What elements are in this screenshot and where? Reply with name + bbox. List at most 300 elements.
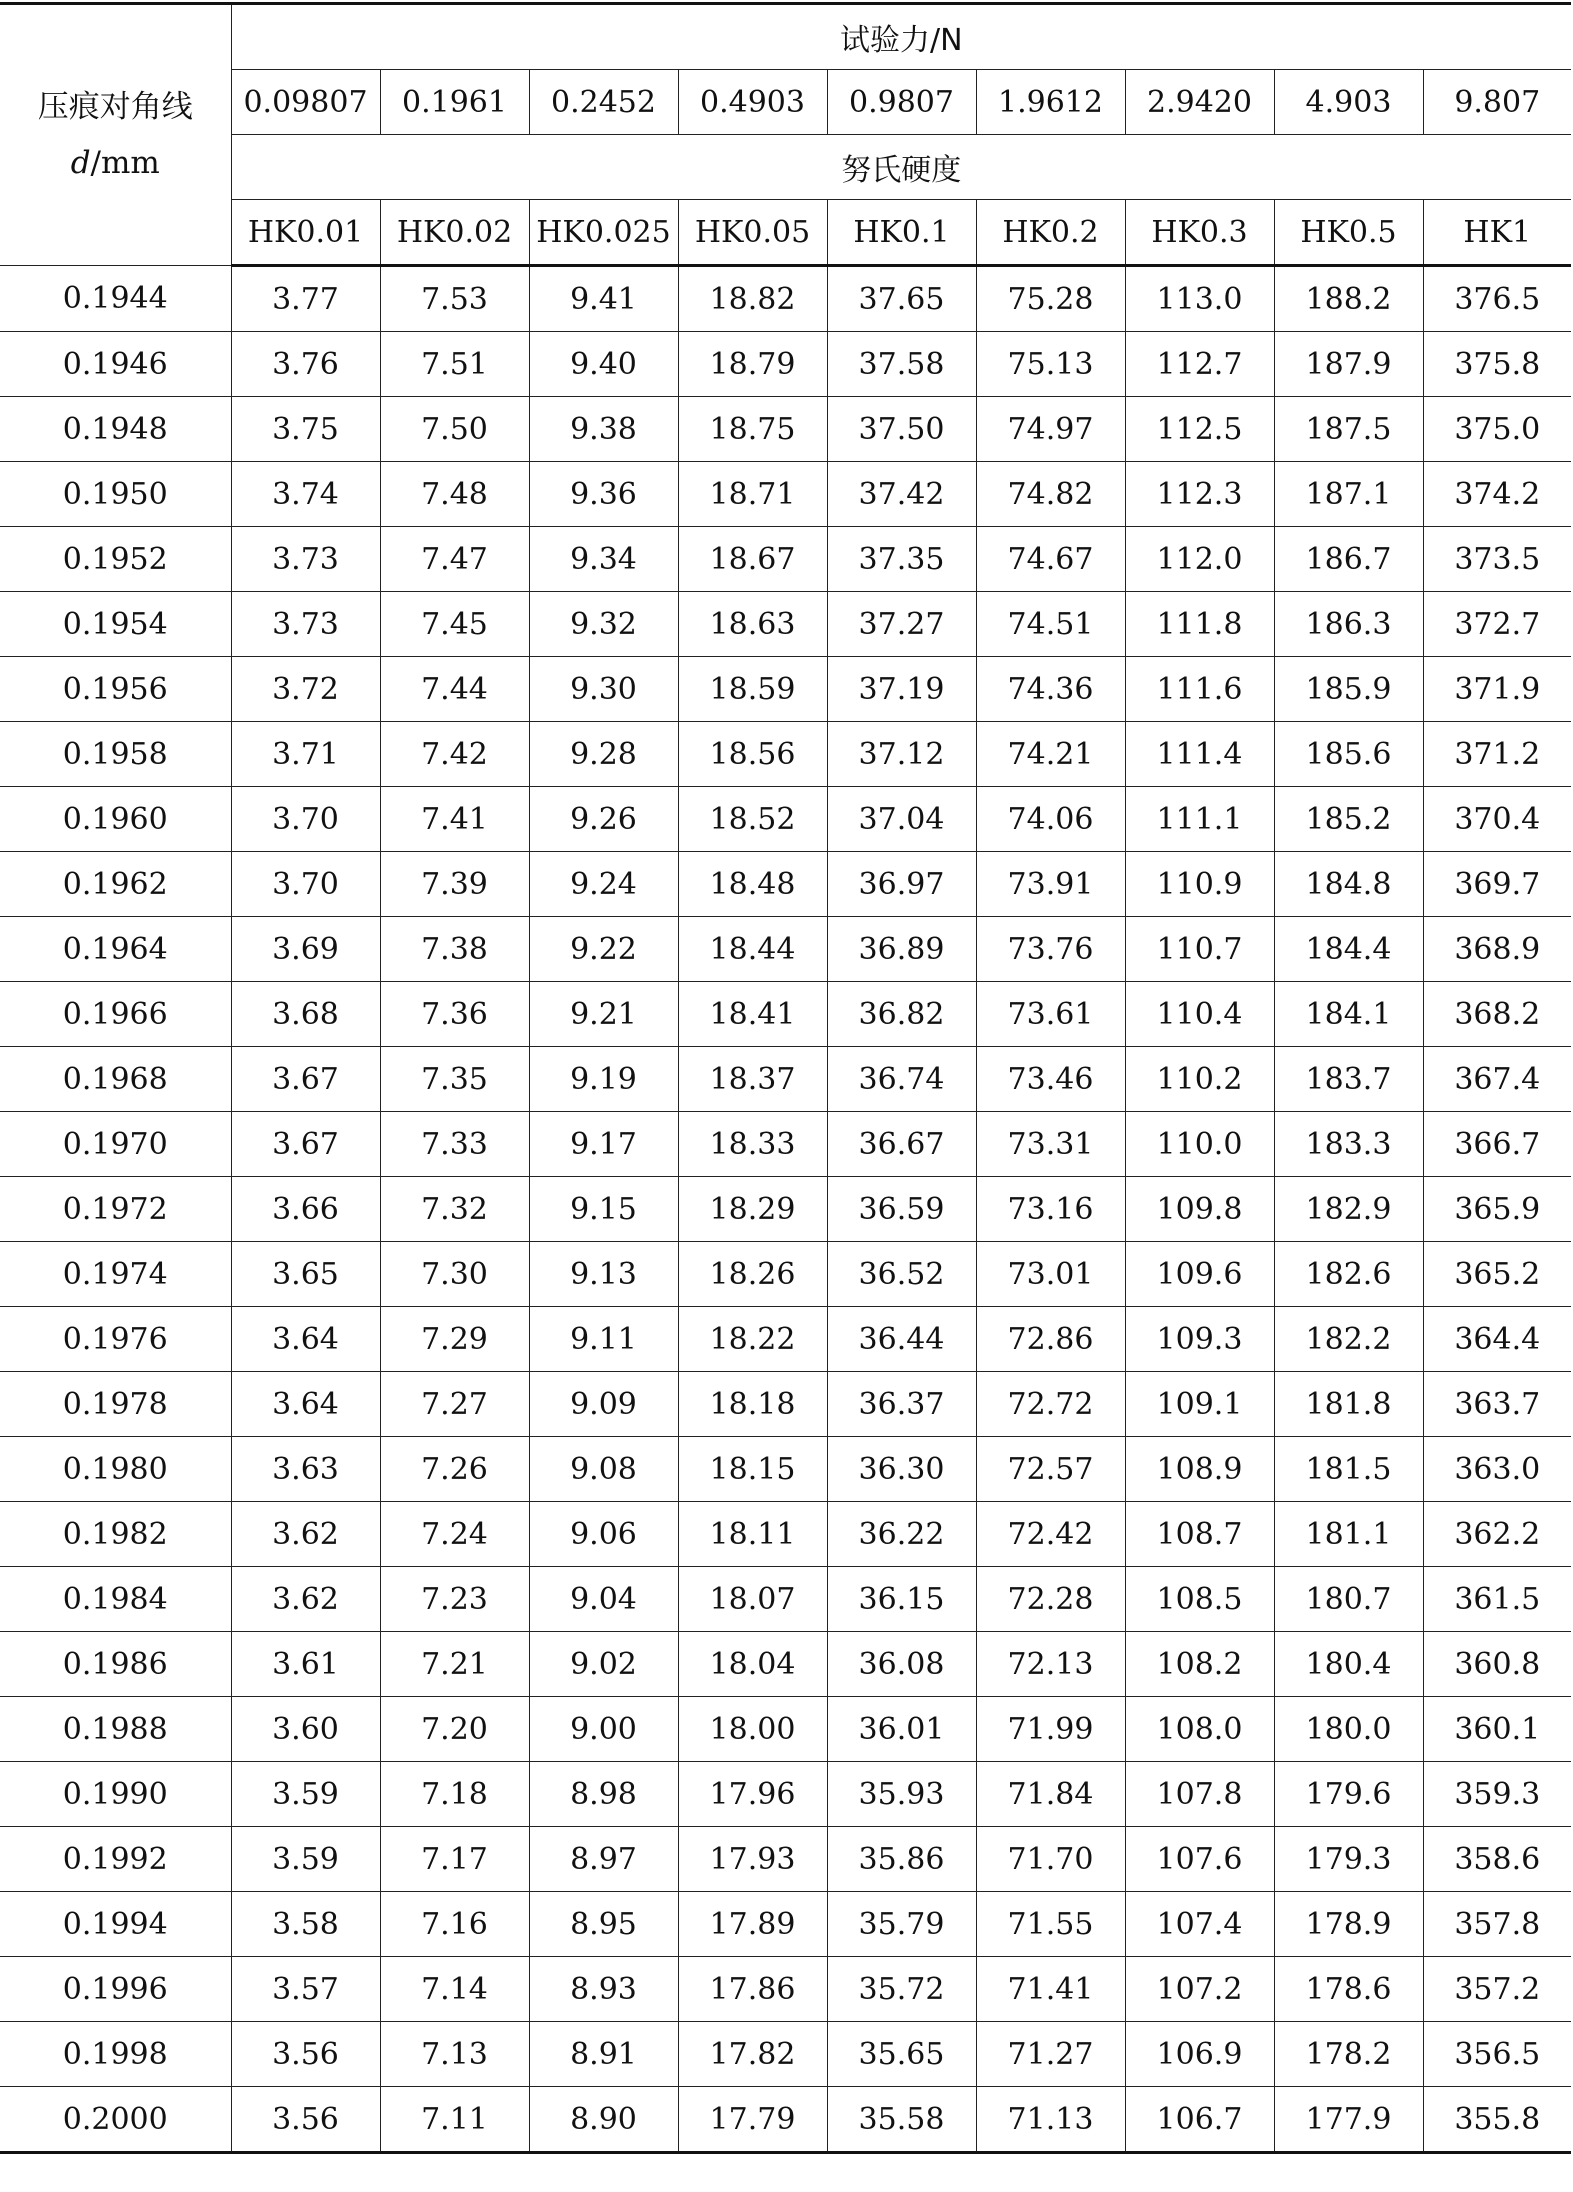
hardness-value-cell: 72.42 (976, 1502, 1125, 1567)
hardness-value-cell: 7.24 (380, 1502, 529, 1567)
hardness-value-cell: 36.74 (827, 1047, 976, 1112)
diagonal-cell: 0.1952 (0, 527, 231, 592)
hardness-value-cell: 110.7 (1125, 917, 1274, 982)
hardness-value-cell: 3.73 (231, 527, 380, 592)
hardness-value-cell: 110.9 (1125, 852, 1274, 917)
diagonal-cell: 0.1984 (0, 1567, 231, 1632)
hardness-value-cell: 18.44 (678, 917, 827, 982)
hardness-value-cell: 73.61 (976, 982, 1125, 1047)
hardness-value-cell: 3.59 (231, 1827, 380, 1892)
table-row (0, 332, 1571, 397)
hardness-value-cell: 36.37 (827, 1372, 976, 1437)
hardness-value-cell: 3.74 (231, 462, 380, 527)
hardness-value-cell: 109.6 (1125, 1242, 1274, 1307)
hardness-value-cell: 110.4 (1125, 982, 1274, 1047)
hardness-value-cell: 3.64 (231, 1372, 380, 1437)
hardness-value-cell: 3.70 (231, 852, 380, 917)
diagonal-cell: 0.1970 (0, 1112, 231, 1177)
force-header-cell: 0.4903 (678, 70, 827, 135)
hardness-value-cell: 71.41 (976, 1957, 1125, 2022)
hardness-value-cell: 182.2 (1274, 1307, 1423, 1372)
hardness-value-cell: 179.6 (1274, 1762, 1423, 1827)
scale-header-cell: HK0.05 (678, 200, 827, 266)
hardness-value-cell: 36.22 (827, 1502, 976, 1567)
hardness-value-cell: 183.3 (1274, 1112, 1423, 1177)
hardness-value-cell: 7.48 (380, 462, 529, 527)
hardness-value-cell: 9.19 (529, 1047, 678, 1112)
hardness-value-cell: 18.33 (678, 1112, 827, 1177)
hardness-value-cell: 73.46 (976, 1047, 1125, 1112)
corner-label: 压痕对角线 (37, 89, 193, 125)
hardness-value-cell: 37.12 (827, 722, 976, 787)
diagonal-cell: 0.1950 (0, 462, 231, 527)
hardness-value-cell: 36.08 (827, 1632, 976, 1697)
hardness-value-cell: 9.30 (529, 657, 678, 722)
hardness-value-cell: 36.97 (827, 852, 976, 917)
hardness-value-cell: 360.1 (1423, 1697, 1571, 1762)
hardness-value-cell: 73.16 (976, 1177, 1125, 1242)
hardness-value-cell: 37.50 (827, 397, 976, 462)
hardness-value-cell: 9.24 (529, 852, 678, 917)
hardness-value-cell: 71.13 (976, 2087, 1125, 2153)
header-row-scales (0, 200, 1571, 266)
hardness-value-cell: 7.23 (380, 1567, 529, 1632)
diagonal-cell: 0.1974 (0, 1242, 231, 1307)
hardness-value-cell: 112.5 (1125, 397, 1274, 462)
hardness-value-cell: 113.0 (1125, 266, 1274, 332)
hardness-value-cell: 7.27 (380, 1372, 529, 1437)
hardness-value-cell: 3.62 (231, 1502, 380, 1567)
hardness-value-cell: 367.4 (1423, 1047, 1571, 1112)
hardness-value-cell: 108.9 (1125, 1437, 1274, 1502)
hardness-value-cell: 9.21 (529, 982, 678, 1047)
force-header-cell: 0.2452 (529, 70, 678, 135)
hardness-value-cell: 37.27 (827, 592, 976, 657)
hardness-value-cell: 7.32 (380, 1177, 529, 1242)
hardness-value-cell: 7.14 (380, 1957, 529, 2022)
hardness-value-cell: 18.37 (678, 1047, 827, 1112)
hardness-value-cell: 106.7 (1125, 2087, 1274, 2153)
hardness-value-cell: 8.93 (529, 1957, 678, 2022)
hardness-value-cell: 363.7 (1423, 1372, 1571, 1437)
hardness-value-cell: 9.32 (529, 592, 678, 657)
scale-header-cell: HK0.01 (231, 200, 380, 266)
table-row (0, 1892, 1571, 1957)
hardness-value-cell: 371.9 (1423, 657, 1571, 722)
hardness-value-cell: 37.65 (827, 266, 976, 332)
hardness-value-cell: 35.93 (827, 1762, 976, 1827)
hardness-value-cell: 112.7 (1125, 332, 1274, 397)
hardness-value-cell: 9.00 (529, 1697, 678, 1762)
hardness-value-cell: 36.01 (827, 1697, 976, 1762)
force-header-cell: 1.9612 (976, 70, 1125, 135)
hardness-value-cell: 73.01 (976, 1242, 1125, 1307)
corner-unit-text: /mm (90, 145, 160, 181)
hardness-value-cell: 9.06 (529, 1502, 678, 1567)
hardness-value-cell: 18.00 (678, 1697, 827, 1762)
table-row (0, 1502, 1571, 1567)
hardness-value-cell: 370.4 (1423, 787, 1571, 852)
hardness-value-cell: 37.19 (827, 657, 976, 722)
hardness-value-cell: 376.5 (1423, 266, 1571, 332)
hardness-value-cell: 9.40 (529, 332, 678, 397)
table-row (0, 527, 1571, 592)
hardness-value-cell: 3.59 (231, 1762, 380, 1827)
hardness-value-cell: 35.58 (827, 2087, 976, 2153)
hardness-value-cell: 7.47 (380, 527, 529, 592)
hardness-value-cell: 74.06 (976, 787, 1125, 852)
hardness-value-cell: 178.2 (1274, 2022, 1423, 2087)
hardness-value-cell: 7.50 (380, 397, 529, 462)
hardness-value-cell: 7.39 (380, 852, 529, 917)
hardness-value-cell: 18.11 (678, 1502, 827, 1567)
hardness-value-cell: 180.0 (1274, 1697, 1423, 1762)
hardness-value-cell: 177.9 (1274, 2087, 1423, 2153)
hardness-value-cell: 371.2 (1423, 722, 1571, 787)
hardness-value-cell: 107.4 (1125, 1892, 1274, 1957)
hardness-value-cell: 3.63 (231, 1437, 380, 1502)
hardness-value-cell: 8.97 (529, 1827, 678, 1892)
hardness-value-cell: 184.1 (1274, 982, 1423, 1047)
hardness-value-cell: 18.29 (678, 1177, 827, 1242)
hardness-value-cell: 9.02 (529, 1632, 678, 1697)
hardness-value-cell: 7.30 (380, 1242, 529, 1307)
hardness-value-cell: 37.58 (827, 332, 976, 397)
diagonal-cell: 0.1964 (0, 917, 231, 982)
hardness-value-cell: 109.3 (1125, 1307, 1274, 1372)
diagonal-cell: 0.1992 (0, 1827, 231, 1892)
hardness-value-cell: 35.65 (827, 2022, 976, 2087)
table-row (0, 657, 1571, 722)
hardness-value-cell: 71.27 (976, 2022, 1125, 2087)
hardness-value-cell: 362.2 (1423, 1502, 1571, 1567)
hardness-value-cell: 7.45 (380, 592, 529, 657)
table-body (0, 266, 1571, 2153)
hardness-value-cell: 107.6 (1125, 1827, 1274, 1892)
hardness-value-cell: 8.90 (529, 2087, 678, 2153)
table-row (0, 397, 1571, 462)
force-header-cell: 0.09807 (231, 70, 380, 135)
table-row (0, 2087, 1571, 2153)
hardness-value-cell: 72.86 (976, 1307, 1125, 1372)
hardness-value-cell: 17.79 (678, 2087, 827, 2153)
hardness-value-cell: 3.56 (231, 2022, 380, 2087)
diagonal-cell: 0.1954 (0, 592, 231, 657)
hardness-value-cell: 365.2 (1423, 1242, 1571, 1307)
hardness-value-cell: 9.36 (529, 462, 678, 527)
hardness-value-cell: 73.91 (976, 852, 1125, 917)
hardness-value-cell: 8.98 (529, 1762, 678, 1827)
test-force-header: 试验力/N (231, 4, 1571, 70)
hardness-value-cell: 36.52 (827, 1242, 976, 1307)
hardness-value-cell: 365.9 (1423, 1177, 1571, 1242)
diagonal-cell: 0.1956 (0, 657, 231, 722)
hardness-value-cell: 182.6 (1274, 1242, 1423, 1307)
hardness-value-cell: 374.2 (1423, 462, 1571, 527)
hardness-value-cell: 9.41 (529, 266, 678, 332)
hardness-value-cell: 180.4 (1274, 1632, 1423, 1697)
hardness-value-cell: 36.59 (827, 1177, 976, 1242)
table-row (0, 982, 1571, 1047)
diagonal-cell: 0.1946 (0, 332, 231, 397)
hardness-value-cell: 3.58 (231, 1892, 380, 1957)
hardness-value-cell: 73.31 (976, 1112, 1125, 1177)
hardness-value-cell: 3.69 (231, 917, 380, 982)
hardness-value-cell: 108.5 (1125, 1567, 1274, 1632)
hardness-value-cell: 7.20 (380, 1697, 529, 1762)
hardness-value-cell: 355.8 (1423, 2087, 1571, 2153)
hardness-value-cell: 36.15 (827, 1567, 976, 1632)
hardness-value-cell: 178.6 (1274, 1957, 1423, 2022)
hardness-value-cell: 3.56 (231, 2087, 380, 2153)
scale-header-cell: HK0.2 (976, 200, 1125, 266)
hardness-value-cell: 111.8 (1125, 592, 1274, 657)
hardness-value-cell: 75.28 (976, 266, 1125, 332)
hardness-value-cell: 18.59 (678, 657, 827, 722)
table-header (0, 4, 1571, 266)
hardness-value-cell: 74.36 (976, 657, 1125, 722)
hardness-value-cell: 18.82 (678, 266, 827, 332)
hardness-value-cell: 359.3 (1423, 1762, 1571, 1827)
hardness-value-cell: 7.53 (380, 266, 529, 332)
hardness-value-cell: 35.86 (827, 1827, 976, 1892)
hardness-value-cell: 9.04 (529, 1567, 678, 1632)
corner-unit (0, 135, 231, 191)
hardness-value-cell: 9.34 (529, 527, 678, 592)
hardness-value-cell: 3.77 (231, 266, 380, 332)
hardness-value-cell: 17.93 (678, 1827, 827, 1892)
diagonal-cell: 0.2000 (0, 2087, 231, 2153)
hardness-value-cell: 110.2 (1125, 1047, 1274, 1112)
corner-unit-variable: d (70, 145, 91, 181)
hardness-value-cell: 187.1 (1274, 462, 1423, 527)
table-row (0, 787, 1571, 852)
hardness-value-cell: 9.38 (529, 397, 678, 462)
table-row (0, 1307, 1571, 1372)
table-row (0, 1567, 1571, 1632)
force-header-cell: 0.9807 (827, 70, 976, 135)
table-row (0, 1242, 1571, 1307)
hardness-value-cell: 37.35 (827, 527, 976, 592)
header-row-forces (0, 70, 1571, 135)
hardness-value-cell: 7.21 (380, 1632, 529, 1697)
hardness-value-cell: 178.9 (1274, 1892, 1423, 1957)
hardness-value-cell: 9.13 (529, 1242, 678, 1307)
table-row (0, 592, 1571, 657)
hardness-value-cell: 3.76 (231, 332, 380, 397)
hardness-value-cell: 3.62 (231, 1567, 380, 1632)
hardness-value-cell: 3.57 (231, 1957, 380, 2022)
hardness-value-cell: 17.96 (678, 1762, 827, 1827)
diagonal-cell: 0.1966 (0, 982, 231, 1047)
hardness-value-cell: 112.0 (1125, 527, 1274, 592)
scale-header-cell: HK0.02 (380, 200, 529, 266)
hardness-value-cell: 72.57 (976, 1437, 1125, 1502)
table-row (0, 1697, 1571, 1762)
hardness-value-cell: 357.8 (1423, 1892, 1571, 1957)
diagonal-cell: 0.1948 (0, 397, 231, 462)
diagonal-cell: 0.1990 (0, 1762, 231, 1827)
hardness-header: 努氏硬度 (231, 135, 1571, 200)
scale-header-cell: HK0.3 (1125, 200, 1274, 266)
hardness-value-cell: 375.0 (1423, 397, 1571, 462)
hardness-value-cell: 7.16 (380, 1892, 529, 1957)
hardness-value-cell: 3.60 (231, 1697, 380, 1762)
hardness-value-cell: 181.5 (1274, 1437, 1423, 1502)
hardness-value-cell: 372.7 (1423, 592, 1571, 657)
scale-header-cell: HK1 (1423, 200, 1571, 266)
hardness-value-cell: 71.70 (976, 1827, 1125, 1892)
hardness-value-cell: 9.09 (529, 1372, 678, 1437)
hardness-value-cell: 181.8 (1274, 1372, 1423, 1437)
diagonal-cell: 0.1988 (0, 1697, 231, 1762)
hardness-value-cell: 357.2 (1423, 1957, 1571, 2022)
table-row (0, 1827, 1571, 1892)
hardness-value-cell: 111.6 (1125, 657, 1274, 722)
hardness-value-cell: 368.9 (1423, 917, 1571, 982)
table-row (0, 1177, 1571, 1242)
hardness-value-cell: 18.71 (678, 462, 827, 527)
hardness-value-cell: 108.2 (1125, 1632, 1274, 1697)
hardness-value-cell: 7.26 (380, 1437, 529, 1502)
hardness-value-cell: 112.3 (1125, 462, 1274, 527)
hardness-value-cell: 7.41 (380, 787, 529, 852)
hardness-value-cell: 183.7 (1274, 1047, 1423, 1112)
table-row (0, 1957, 1571, 2022)
table-row (0, 722, 1571, 787)
scale-header-cell: HK0.1 (827, 200, 976, 266)
hardness-value-cell: 9.26 (529, 787, 678, 852)
hardness-value-cell: 7.11 (380, 2087, 529, 2153)
hardness-value-cell: 186.7 (1274, 527, 1423, 592)
hardness-value-cell: 72.28 (976, 1567, 1125, 1632)
hardness-value-cell: 18.52 (678, 787, 827, 852)
scale-header-cell: HK0.5 (1274, 200, 1423, 266)
hardness-value-cell: 7.29 (380, 1307, 529, 1372)
hardness-value-cell: 7.36 (380, 982, 529, 1047)
knoop-hardness-table (0, 2, 1571, 2154)
hardness-value-cell: 107.8 (1125, 1762, 1274, 1827)
hardness-value-cell: 187.9 (1274, 332, 1423, 397)
hardness-value-cell: 179.3 (1274, 1827, 1423, 1892)
table-row (0, 1112, 1571, 1177)
hardness-value-cell: 17.89 (678, 1892, 827, 1957)
hardness-value-cell: 111.1 (1125, 787, 1274, 852)
hardness-value-cell: 111.4 (1125, 722, 1274, 787)
table-row (0, 462, 1571, 527)
hardness-value-cell: 3.67 (231, 1112, 380, 1177)
hardness-value-cell: 110.0 (1125, 1112, 1274, 1177)
hardness-value-cell: 356.5 (1423, 2022, 1571, 2087)
hardness-value-cell: 36.44 (827, 1307, 976, 1372)
force-header-cell: 4.903 (1274, 70, 1423, 135)
hardness-value-cell: 3.72 (231, 657, 380, 722)
hardness-value-cell: 18.07 (678, 1567, 827, 1632)
diagonal-cell: 0.1960 (0, 787, 231, 852)
force-header-cell: 2.9420 (1125, 70, 1274, 135)
hardness-value-cell: 7.18 (380, 1762, 529, 1827)
hardness-value-cell: 7.51 (380, 332, 529, 397)
hardness-value-cell: 188.2 (1274, 266, 1423, 332)
force-header-cell: 0.1961 (380, 70, 529, 135)
hardness-value-cell: 36.82 (827, 982, 976, 1047)
hardness-value-cell: 9.17 (529, 1112, 678, 1177)
hardness-value-cell: 18.04 (678, 1632, 827, 1697)
hardness-value-cell: 8.91 (529, 2022, 678, 2087)
hardness-value-cell: 35.79 (827, 1892, 976, 1957)
diagonal-cell: 0.1962 (0, 852, 231, 917)
hardness-value-cell: 74.51 (976, 592, 1125, 657)
table-row (0, 917, 1571, 982)
hardness-value-cell: 186.3 (1274, 592, 1423, 657)
hardness-value-cell: 108.7 (1125, 1502, 1274, 1567)
hardness-value-cell: 366.7 (1423, 1112, 1571, 1177)
hardness-value-cell: 106.9 (1125, 2022, 1274, 2087)
hardness-value-cell: 18.22 (678, 1307, 827, 1372)
hardness-value-cell: 3.67 (231, 1047, 380, 1112)
header-row-hardness (0, 135, 1571, 200)
hardness-value-cell: 37.42 (827, 462, 976, 527)
hardness-value-cell: 3.68 (231, 982, 380, 1047)
hardness-value-cell: 9.15 (529, 1177, 678, 1242)
hardness-value-cell: 18.41 (678, 982, 827, 1047)
hardness-value-cell: 185.2 (1274, 787, 1423, 852)
hardness-value-cell: 361.5 (1423, 1567, 1571, 1632)
hardness-value-cell: 7.42 (380, 722, 529, 787)
table-row (0, 266, 1571, 332)
table-row (0, 1047, 1571, 1112)
hardness-value-cell: 9.11 (529, 1307, 678, 1372)
hardness-value-cell: 187.5 (1274, 397, 1423, 462)
diagonal-cell: 0.1994 (0, 1892, 231, 1957)
hardness-value-cell: 358.6 (1423, 1827, 1571, 1892)
hardness-value-cell: 7.13 (380, 2022, 529, 2087)
hardness-value-cell: 36.67 (827, 1112, 976, 1177)
hardness-value-cell: 108.0 (1125, 1697, 1274, 1762)
hardness-value-cell: 184.4 (1274, 917, 1423, 982)
hardness-value-cell: 37.04 (827, 787, 976, 852)
hardness-value-cell: 71.84 (976, 1762, 1125, 1827)
hardness-value-cell: 35.72 (827, 1957, 976, 2022)
hardness-value-cell: 109.8 (1125, 1177, 1274, 1242)
hardness-value-cell: 3.71 (231, 722, 380, 787)
hardness-value-cell: 18.79 (678, 332, 827, 397)
hardness-value-cell: 75.13 (976, 332, 1125, 397)
table-row (0, 1762, 1571, 1827)
table-row (0, 1372, 1571, 1437)
hardness-value-cell: 185.9 (1274, 657, 1423, 722)
hardness-value-cell: 3.65 (231, 1242, 380, 1307)
hardness-value-cell: 7.38 (380, 917, 529, 982)
hardness-value-cell: 9.08 (529, 1437, 678, 1502)
diagonal-cell: 0.1972 (0, 1177, 231, 1242)
diagonal-cell: 0.1980 (0, 1437, 231, 1502)
hardness-value-cell: 18.26 (678, 1242, 827, 1307)
hardness-value-cell: 73.76 (976, 917, 1125, 982)
hardness-value-cell: 71.99 (976, 1697, 1125, 1762)
hardness-value-cell: 18.15 (678, 1437, 827, 1502)
diagonal-cell: 0.1944 (0, 266, 231, 332)
hardness-value-cell: 180.7 (1274, 1567, 1423, 1632)
hardness-value-cell: 3.66 (231, 1177, 380, 1242)
hardness-value-cell: 368.2 (1423, 982, 1571, 1047)
hardness-value-cell: 74.82 (976, 462, 1125, 527)
table-row (0, 852, 1571, 917)
hardness-value-cell: 182.9 (1274, 1177, 1423, 1242)
hardness-value-cell: 3.64 (231, 1307, 380, 1372)
hardness-value-cell: 181.1 (1274, 1502, 1423, 1567)
hardness-value-cell: 74.21 (976, 722, 1125, 787)
